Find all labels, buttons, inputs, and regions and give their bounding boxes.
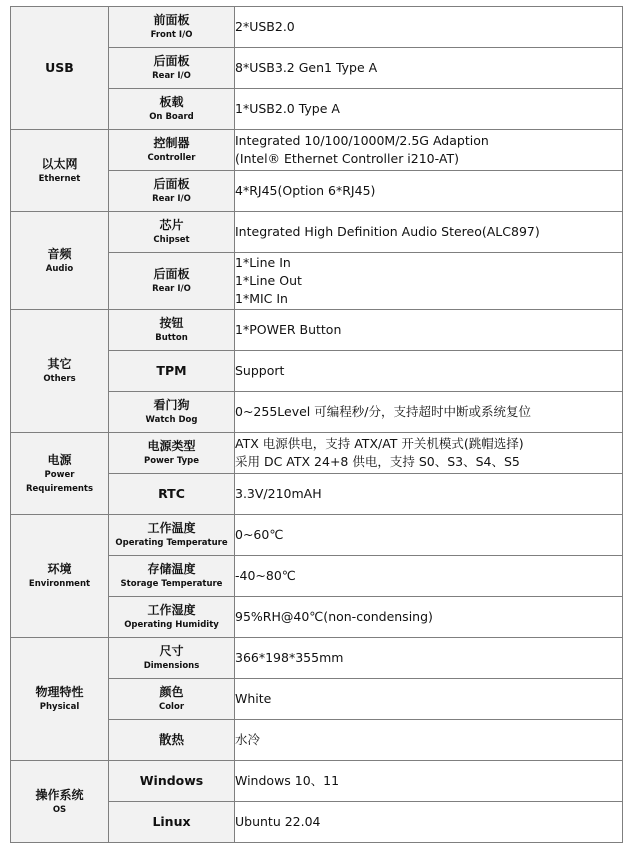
sub-linux: Linux: [109, 802, 235, 843]
sub-operating-temperature: 工作温度 Operating Temperature: [109, 515, 235, 556]
category-others: 其它 Others: [11, 310, 109, 433]
spec-table: [10, 6, 623, 843]
sub-on-board: 板载 On Board: [109, 89, 235, 130]
sub-color: 颜色 Color: [109, 679, 235, 720]
category-ethernet: 以太网 Ethernet: [11, 130, 109, 212]
value-cell: 1*USB2.0 Type A: [235, 89, 623, 130]
value-cell: Integrated 10/100/1000M/2.5G Adaption (Intel® Ethernet Controller i210-AT): [235, 130, 623, 171]
value-cell: Support: [235, 351, 623, 392]
value-cell: 0~255Level 可编程秒/分，支持超时中断或系统复位: [235, 392, 623, 433]
category-usb: [11, 7, 109, 130]
value-cell: ATX 电源供电，支持 ATX/AT 开关机模式(跳帽选择) 采用 DC ATX 24+8 供电，支持 S0、S3、S4、S5: [235, 433, 623, 474]
value-cell: 366*198*355mm: [235, 638, 623, 679]
table-row: [11, 310, 623, 351]
sub-dimensions: 尺寸 Dimensions: [109, 638, 235, 679]
sub-chipset: 芯片 Chipset: [109, 212, 235, 253]
category-power: 电源 Power Requirements: [11, 433, 109, 515]
sub-rear-io: 后面板 Rear I/O: [109, 48, 235, 89]
sub-power-type: 电源类型 Power Type: [109, 433, 235, 474]
sub-cooling: 散热: [109, 720, 235, 761]
value-cell: 95%RH@40℃(non-condensing): [235, 597, 623, 638]
value-cell: 2*USB2.0: [235, 7, 623, 48]
table-row: [11, 130, 623, 171]
category-label: USB: [45, 60, 74, 75]
table-row: [11, 761, 623, 802]
sub-tpm: TPM: [109, 351, 235, 392]
table-row: [11, 638, 623, 679]
value-cell: White: [235, 679, 623, 720]
value-cell: 水冷: [235, 720, 623, 761]
category-physical: 物理特性 Physical: [11, 638, 109, 761]
sub-button: 按钮 Button: [109, 310, 235, 351]
value-cell: Windows 10、11: [235, 761, 623, 802]
value-cell: 3.3V/210mAH: [235, 474, 623, 515]
sub-controller: 控制器 Controller: [109, 130, 235, 171]
sub-rtc: RTC: [109, 474, 235, 515]
table-row: [11, 7, 623, 48]
value-cell: Integrated High Definition Audio Stereo(ALC897): [235, 212, 623, 253]
sub-front-io: 前面板 Front I/O: [109, 7, 235, 48]
value-cell: 1*POWER Button: [235, 310, 623, 351]
value-cell: -40~80℃: [235, 556, 623, 597]
value-cell: 4*RJ45(Option 6*RJ45): [235, 171, 623, 212]
value-cell: 1*Line In 1*Line Out 1*MIC In: [235, 253, 623, 310]
category-environment: 环境 Environment: [11, 515, 109, 638]
sub-storage-temperature: 存储温度 Storage Temperature: [109, 556, 235, 597]
value-cell: 0~60℃: [235, 515, 623, 556]
value-cell: Ubuntu 22.04: [235, 802, 623, 843]
table-row: [11, 212, 623, 253]
table-row: [11, 433, 623, 474]
table-row: [11, 515, 623, 556]
value-cell: 8*USB3.2 Gen1 Type A: [235, 48, 623, 89]
sub-operating-humidity: 工作湿度 Operating Humidity: [109, 597, 235, 638]
category-os: 操作系统 OS: [11, 761, 109, 843]
sub-watch-dog: 看门狗 Watch Dog: [109, 392, 235, 433]
sub-rear-io: 后面板 Rear I/O: [109, 253, 235, 310]
sub-rear-io: 后面板 Rear I/O: [109, 171, 235, 212]
category-audio: 音频 Audio: [11, 212, 109, 310]
sub-windows: Windows: [109, 761, 235, 802]
